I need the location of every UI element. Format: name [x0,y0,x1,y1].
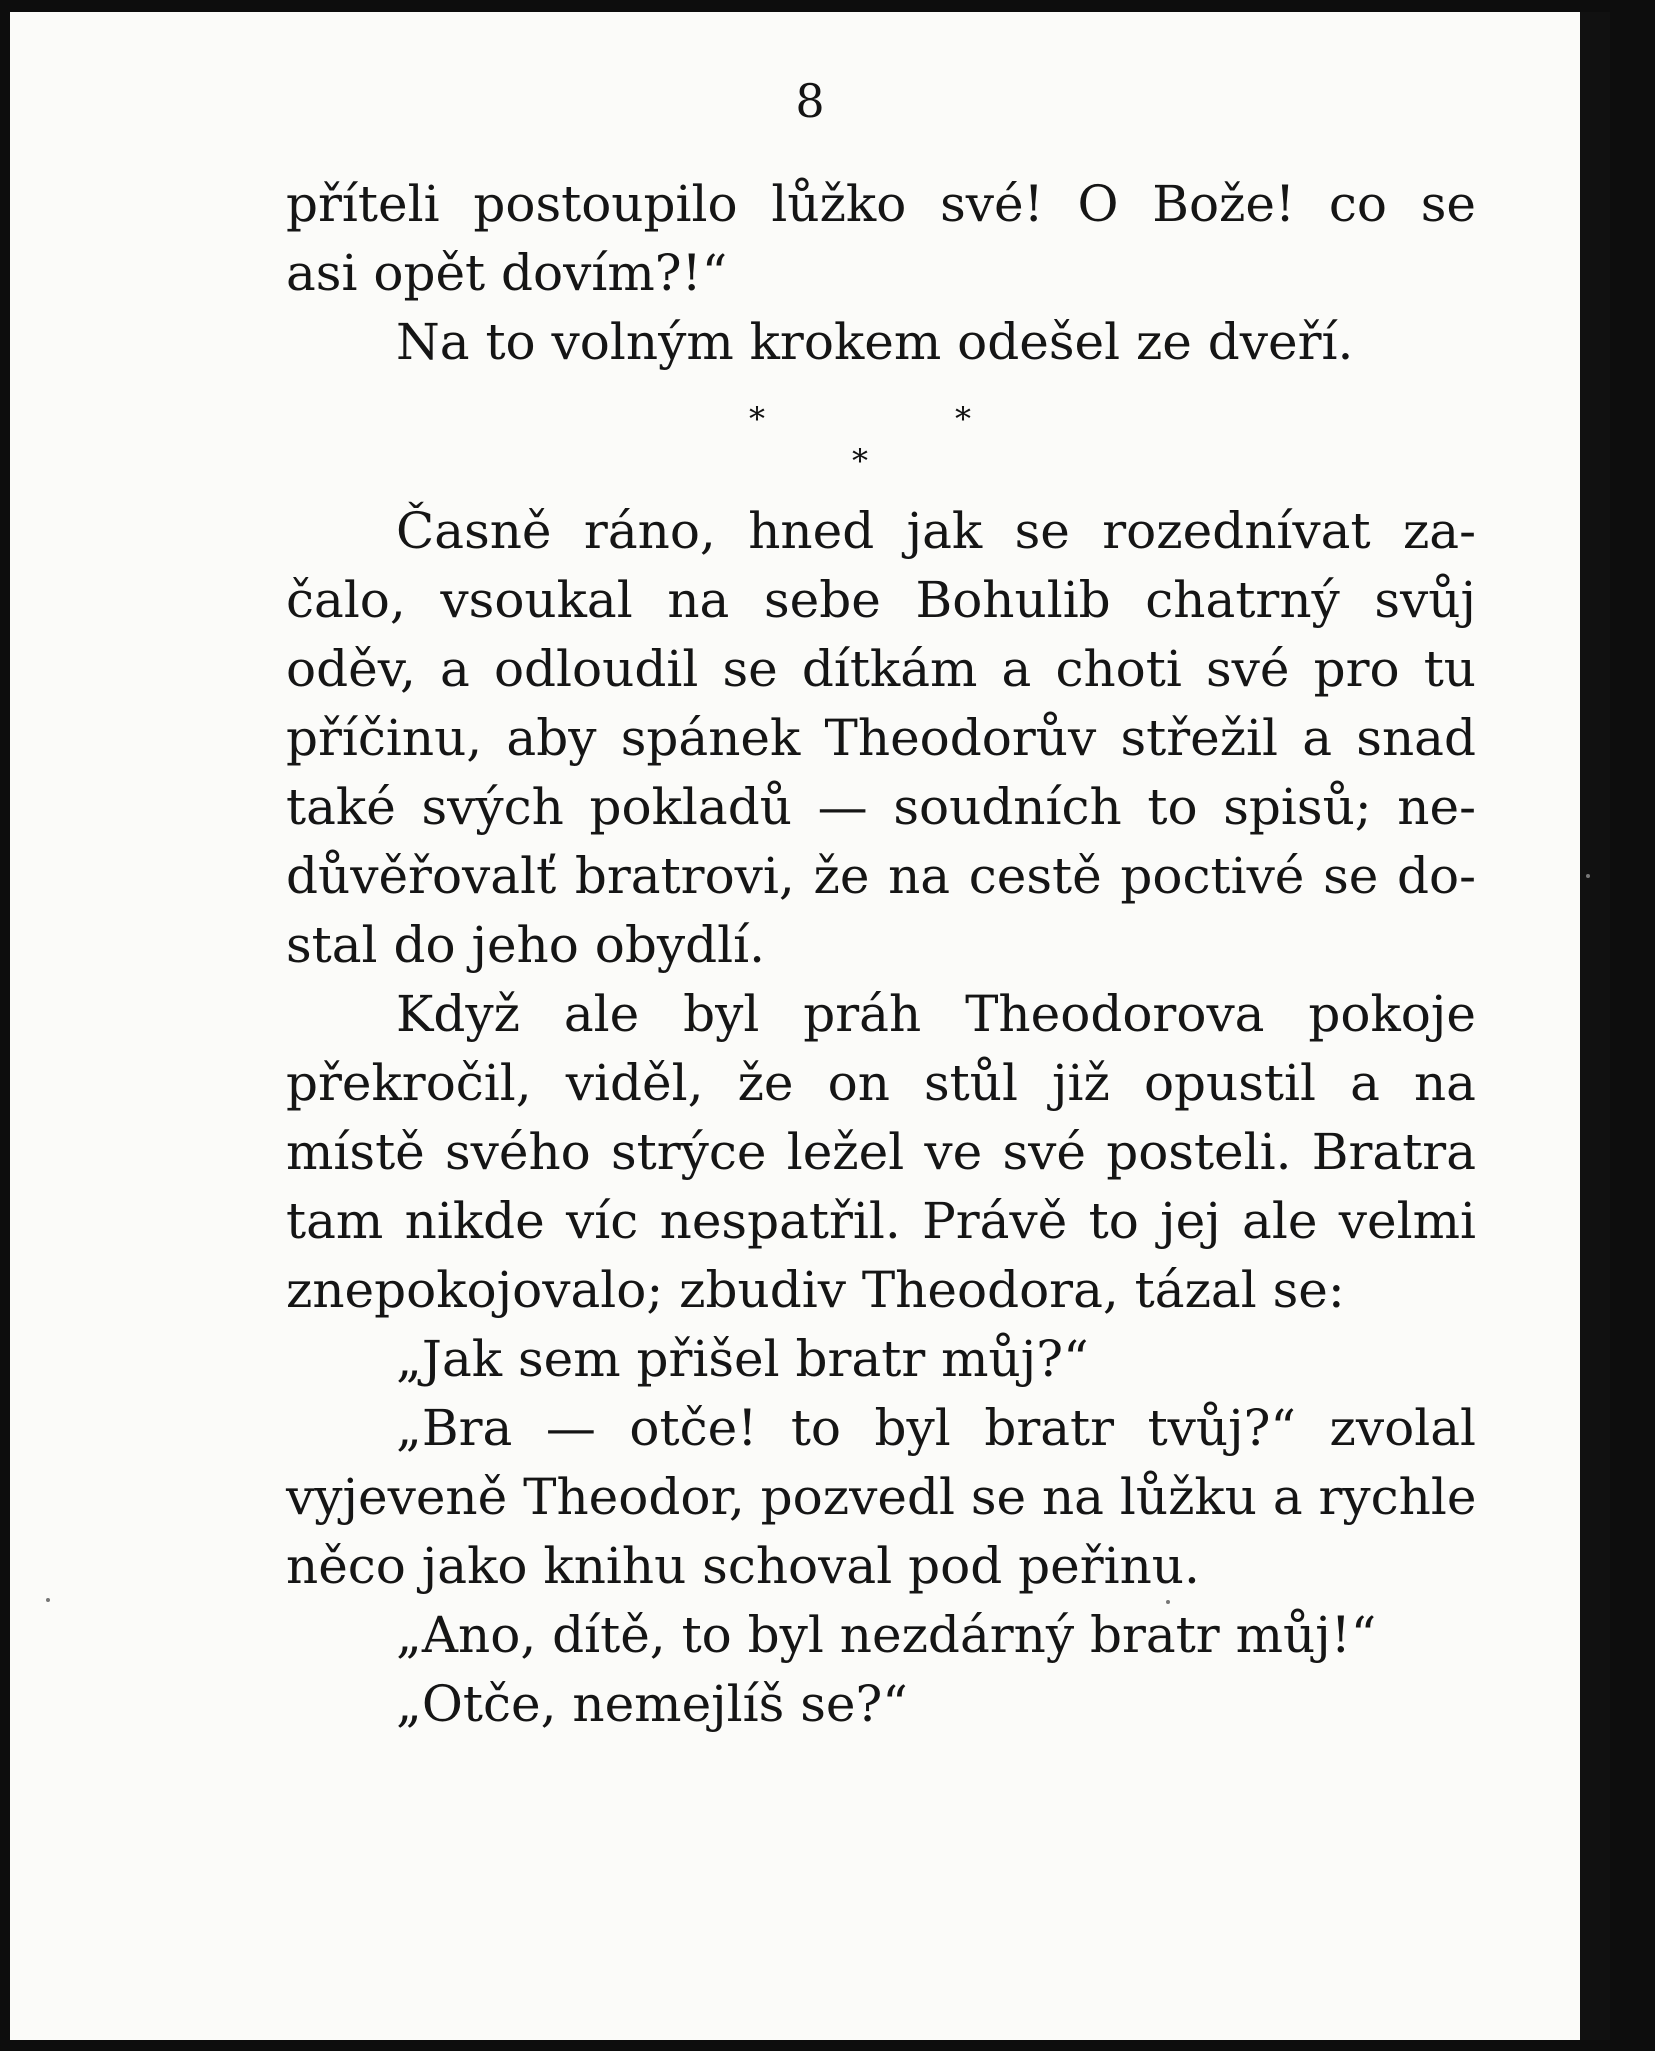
page-right-edge-shadow [1580,12,1610,2040]
text-line: Časně ráno, hned jak se rozednívat za- [396,502,1476,560]
text-line: „Ano, dítě, to byl nezdárný bratr můj!“ [396,1606,1377,1664]
text-line: stal do jeho obydlí. [286,916,765,974]
scan-speck [46,1598,50,1602]
paragraph [286,308,1476,377]
text-line: „Jak sem přišel bratr můj?“ [396,1330,1089,1388]
asterisk-mark: * [955,400,971,438]
text-line: Když ale byl práh Theodorova pokoje [396,985,1476,1043]
paragraph [286,980,1476,1325]
paragraph [286,1601,1476,1670]
section-break-asterism [286,377,1476,497]
text-line: příteli postoupilo lůžko své! O Bože! co se [286,175,1476,233]
scan-speck [1586,874,1590,878]
asterisk-mark: * [749,400,765,438]
text-line: čalo, vsoukal na sebe Bohulib chatrný svůj [286,571,1476,629]
text-line: důvěřovalť bratrovi, že na cestě poctivé se do- [286,847,1476,905]
paragraph [286,170,1476,308]
text-line: „Otče, nemejlíš se?“ [396,1675,908,1733]
text-line: místě svého strýce ležel ve své posteli. Bratra [286,1123,1476,1181]
text-line: znepokojovalo; zbudiv Theodora, tázal se: [286,1261,1345,1319]
text-line: vyjeveně Theodor, pozvedl se na lůžku a rychle [286,1468,1477,1526]
text-line: oděv, a odloudil se dítkám a choti své pro tu [286,640,1476,698]
paragraph [286,1670,1476,1739]
text-line: něco jako knihu schoval pod peřinu. [286,1537,1200,1595]
text-line: asi opět dovím?!“ [286,244,728,302]
text-line: příčinu, aby spánek Theodorův střežil a snad [286,709,1476,767]
text-line: „Bra — otče! to byl bratr tvůj?“ zvolal [396,1399,1476,1457]
paragraph [286,1394,1476,1601]
paragraph [286,497,1476,980]
paragraph [286,1325,1476,1394]
text-line: také svých pokladů — soudních to spisů; ne- [286,778,1476,836]
text-line: tam nikde víc nespatřil. Právě to jej ale velmi [286,1192,1476,1250]
asterisk-mark: * [852,442,868,480]
body-text [286,170,1476,1739]
book-page [10,12,1610,2040]
text-line: překročil, viděl, že on stůl již opustil a na [286,1054,1476,1112]
page-number: 8 [795,74,825,128]
text-line: Na to volným krokem odešel ze dveří. [396,313,1354,371]
